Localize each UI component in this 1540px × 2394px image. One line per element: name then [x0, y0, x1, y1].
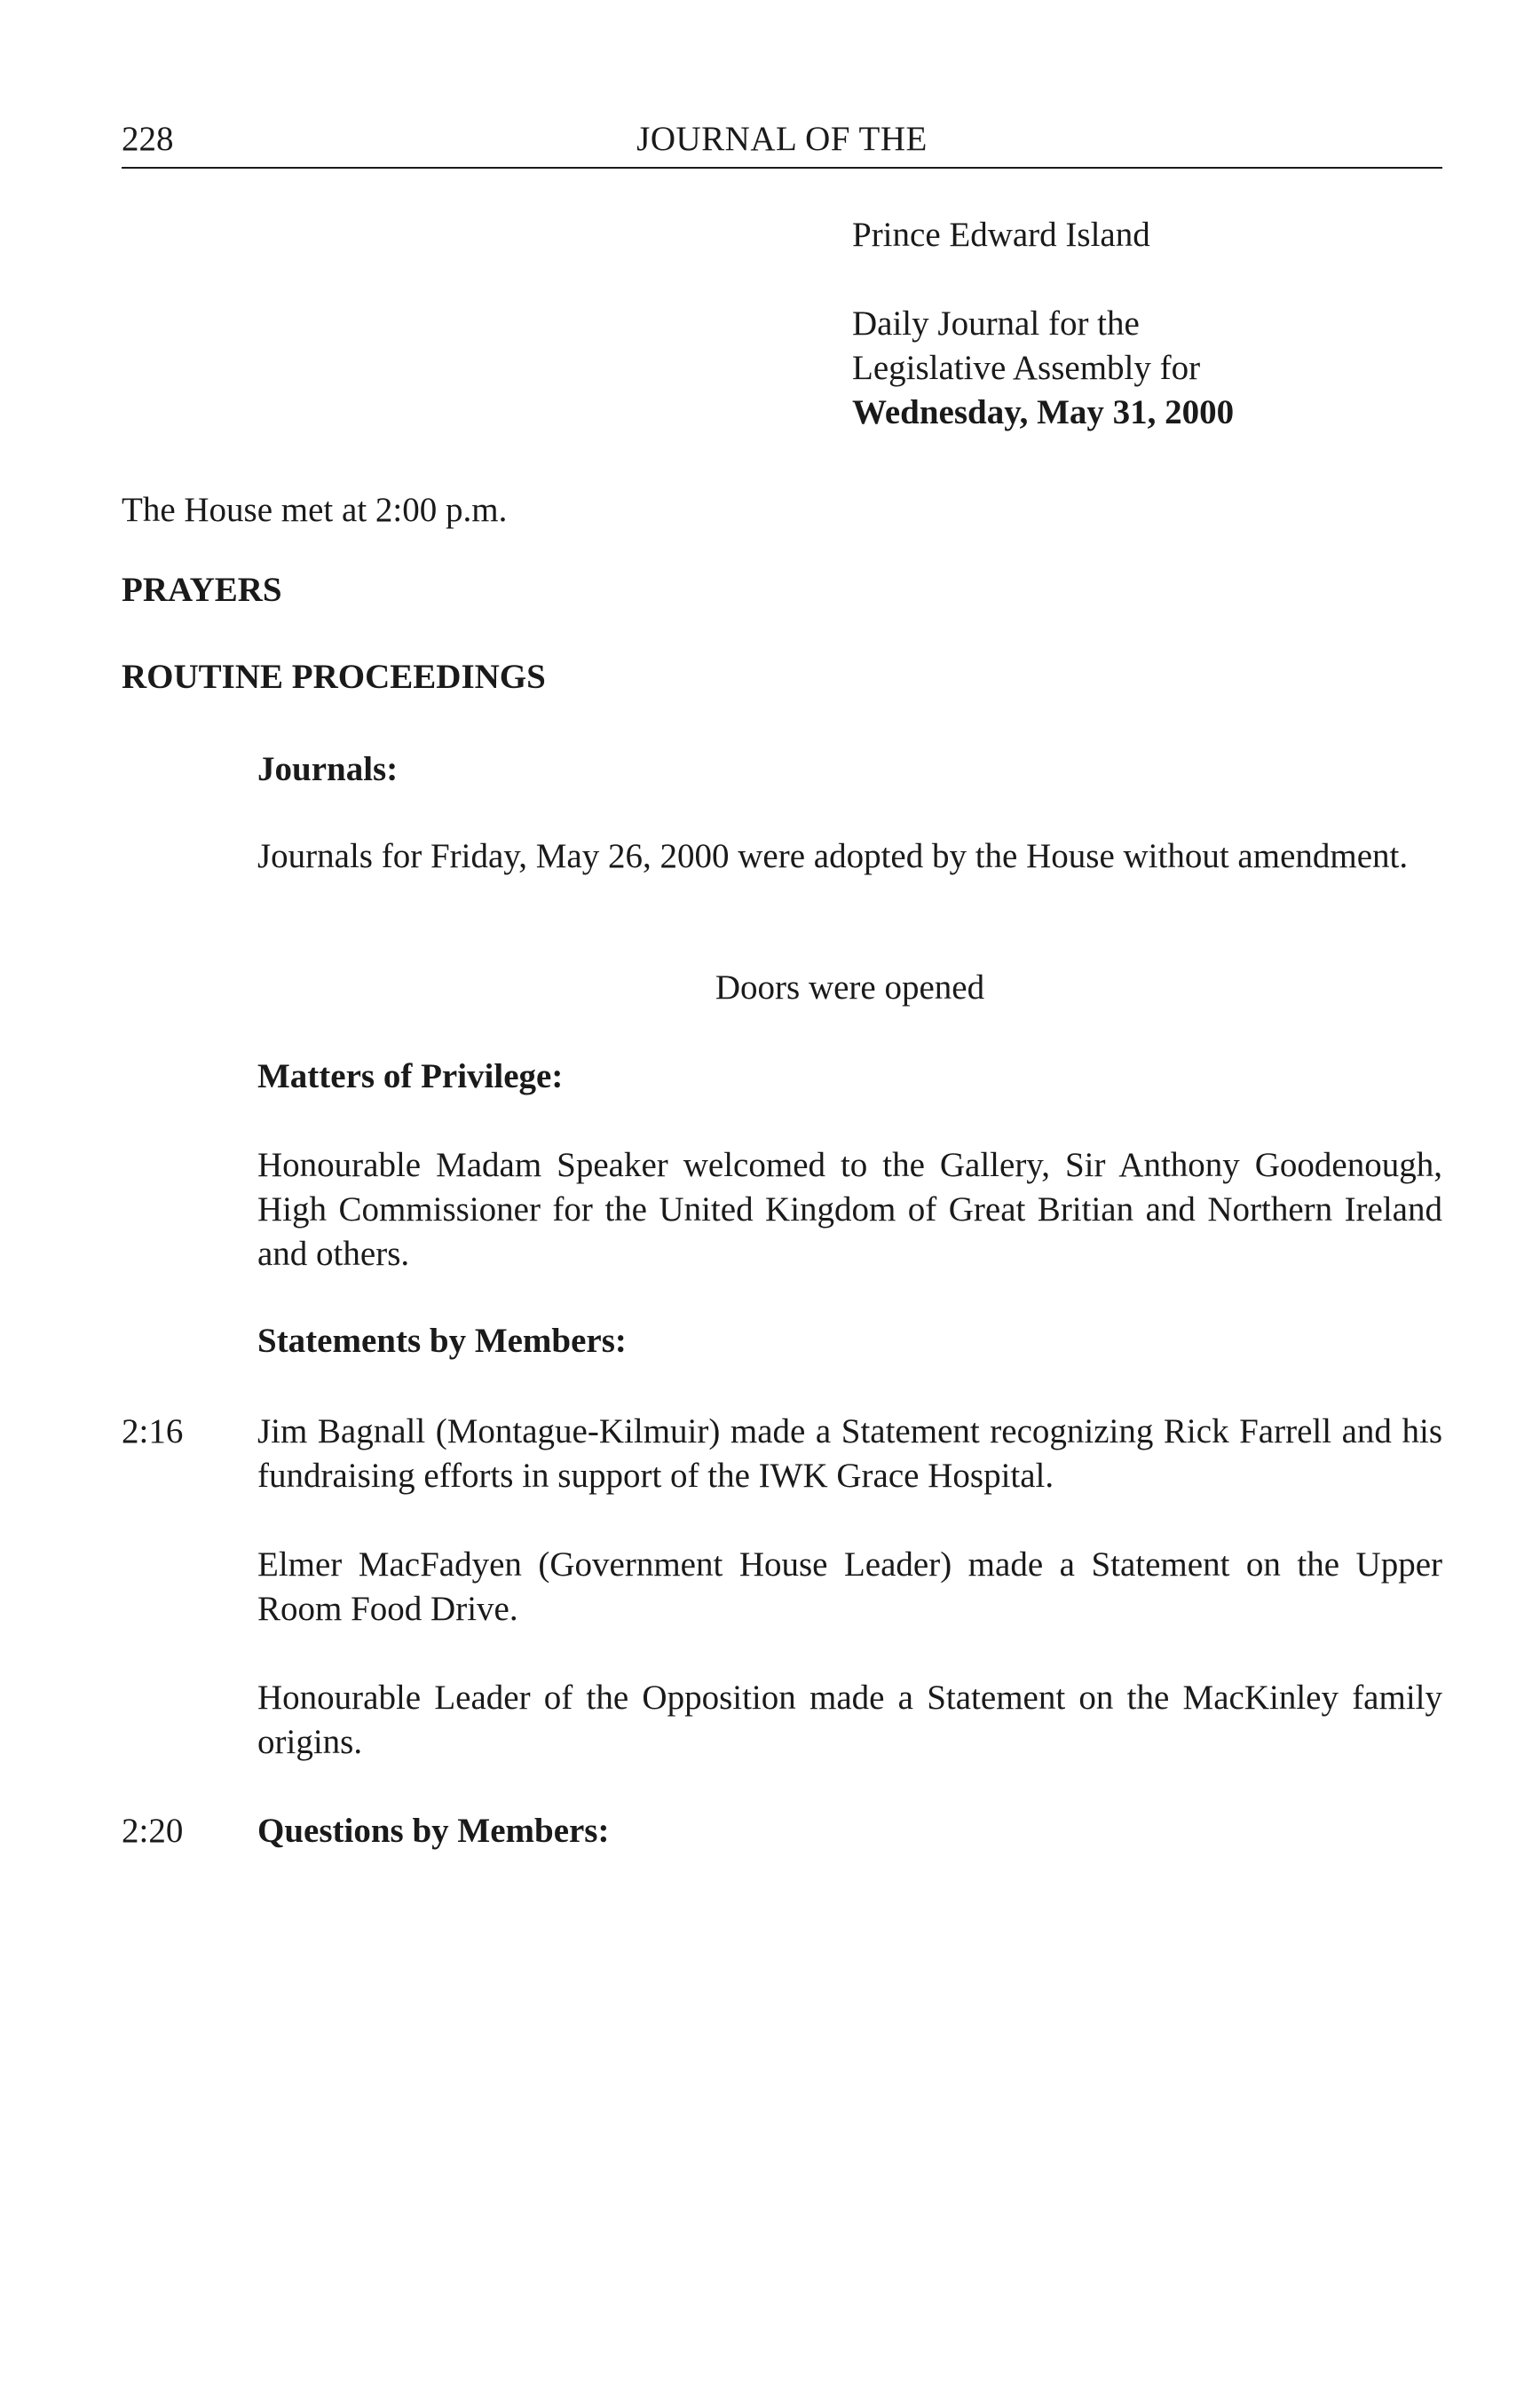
page-number: 228 [122, 120, 174, 158]
statement-item: Honourable Leader of the Opposition made a Statement on the MacKinley family origins. [257, 1679, 1442, 1761]
privilege-heading: Matters of Privilege: [257, 1057, 564, 1095]
questions-time: 2:20 [122, 1812, 184, 1850]
journal-line-1: Daily Journal for the [852, 304, 1140, 343]
statement-item: Jim Bagnall (Montague-Kilmuir) made a Statement recognizing Rick Farrell and his fundraising efforts in support of the IWK Grace Hospital. [257, 1412, 1442, 1495]
sitting-date: Wednesday, May 31, 2000 [852, 393, 1235, 431]
journal-line-2: Legislative Assembly for [852, 349, 1201, 387]
running-head-title: JOURNAL OF THE [636, 120, 928, 158]
doors-opened-text: Doors were opened [715, 968, 985, 1007]
statements-heading: Statements by Members: [257, 1322, 627, 1360]
running-header [122, 114, 1442, 169]
routine-proceedings-heading: ROUTINE PROCEEDINGS [122, 658, 546, 696]
privilege-text: Honourable Madam Speaker welcomed to the Gallery, Sir Anthony Goodenough, High Commissioner for the United Kingdom of Great Britian and Northern Ireland and others. [257, 1146, 1442, 1273]
journals-heading: Journals: [257, 750, 399, 788]
house-met-text: The House met at 2:00 p.m. [122, 491, 508, 529]
questions-heading: Questions by Members: [257, 1812, 610, 1850]
statements-time: 2:16 [122, 1412, 184, 1450]
statement-item: Elmer MacFadyen (Government House Leader) made a Statement on the Upper Room Food Drive. [257, 1545, 1442, 1628]
journal-title-block [852, 213, 1438, 435]
province-name: Prince Edward Island [852, 216, 1150, 254]
journals-text: Journals for Friday, May 26, 2000 were adopted by the House without amendment. [257, 837, 1409, 875]
prayers-heading: PRAYERS [122, 571, 282, 609]
